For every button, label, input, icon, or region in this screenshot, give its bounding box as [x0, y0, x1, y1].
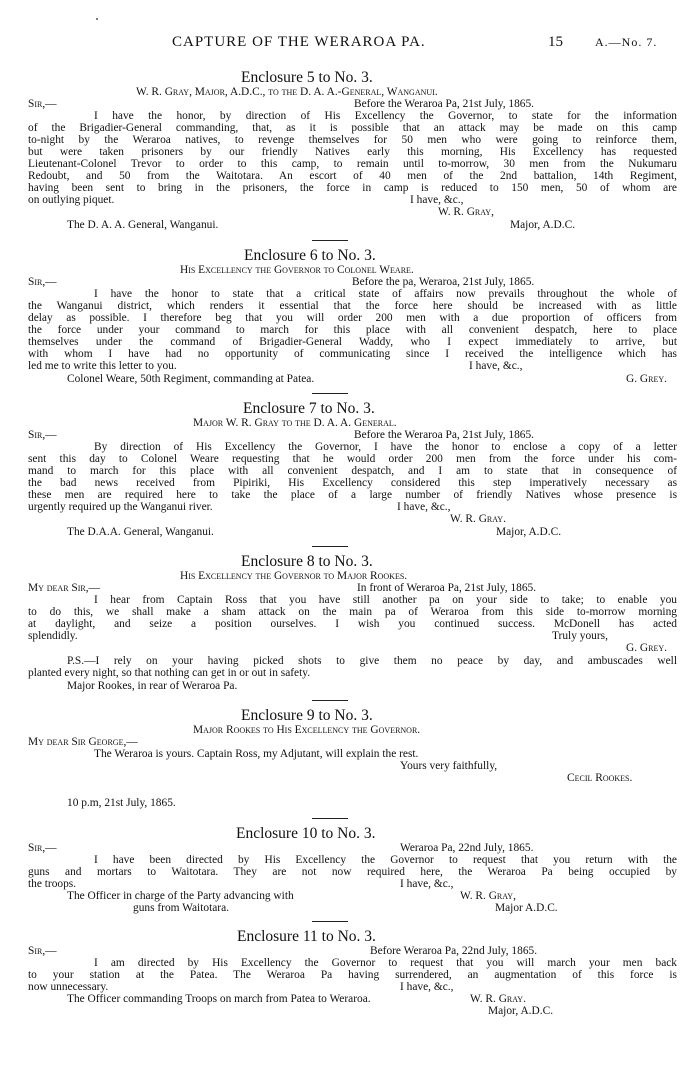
signatory-rank: Major, A.D.C.	[488, 1005, 554, 1017]
body-line: I have the honor, by direction of His Excellency the Governor, to state for the information	[94, 110, 677, 122]
postscript-line: planted every night, so that nothing can get in or out in safety.	[28, 667, 311, 679]
section-divider	[312, 393, 348, 394]
enclosure-heading: Enclosure 11 to No. 3.	[237, 928, 376, 945]
salutation: Sir,—	[28, 842, 57, 854]
body-line: urgently required up the Wanganui river.	[28, 501, 213, 513]
body-line: to your station at the Patea. The Weraroa Pa having surrendered, an augmentation of this force is	[28, 969, 677, 981]
from-to-line: W. R. Gray, Major, A.D.C., to the D. A. A.-General, Wanganui.	[136, 86, 438, 98]
closing: I have, &c.,	[410, 194, 464, 206]
body-line: Lieutenant-Colonel Trevor to order to this camp, to remain until to-morrow, 30 men from the Nukumaru	[28, 158, 677, 170]
enclosure-heading: Enclosure 6 to No. 3.	[244, 247, 376, 264]
letter-date: Before the Weraroa Pa, 21st July, 1865.	[354, 98, 535, 110]
running-header	[0, 34, 700, 54]
body-line: to-night by the Weraroa natives, to revenge themselves for 50 men who were going to reinforce them,	[28, 134, 677, 146]
closing: I have, &c.,	[400, 981, 454, 993]
enclosure-heading: Enclosure 8 to No. 3.	[241, 553, 373, 570]
section-divider	[312, 700, 348, 701]
body-line: the bad news received from Pipiriki, His Excellency considered this step imperatively necessary as	[28, 477, 677, 489]
from-to-line: Major Rookes to His Excellency the Governor.	[193, 724, 421, 736]
signature: W. R. Gray,	[460, 890, 516, 902]
addressee: The D.A.A. General, Wanganui.	[67, 526, 214, 538]
postscript-line: P.S.—I rely on your having picked shots to give them no peace by day, and ambuscades well	[67, 655, 677, 667]
addressee: The Officer commanding Troops on march from Patea to Weraroa.	[67, 993, 371, 1005]
closing: Truly yours,	[552, 630, 608, 642]
addressee: The Officer in charge of the Party advancing with	[67, 890, 294, 902]
section-divider	[312, 921, 348, 922]
letter-date: Before the pa, Weraroa, 21st July, 1865.	[352, 276, 535, 288]
from-to-line: Major W. R. Gray to the D. A. A. General.	[193, 417, 397, 429]
body-line: but were taken prisoners by our friendly Natives early this morning, His Excellency has requested	[28, 146, 677, 158]
body-line: on outlying piquet.	[28, 194, 115, 206]
salutation: Sir,—	[28, 945, 57, 957]
body-line: sent this day to Colonel Weare requesting that he would order 200 men from the force under his com-	[28, 453, 677, 465]
body-line: these men are required here to take the place of a large number of friendly Natives whose presence is	[28, 489, 677, 501]
signatory-rank: Major, A.D.C.	[510, 219, 576, 231]
body-line: guns and mortars to Waitotara. They are not now required here, the Weraroa Pa being occupied by	[28, 866, 677, 878]
page-number: 15	[548, 34, 563, 50]
body-line: Redoubt, and 50 from the Waitotara. An escort of 40 men of the 2nd battalion, 14th Regiment,	[28, 170, 677, 182]
body-line: having been sent to bring in the prisoners, the force in camp is reduced to 150 men, 50 of whom are	[28, 182, 677, 194]
body-line: to do this, we shall make a sham attack on the main pa of Weraroa from this side to-morrow morning	[28, 606, 677, 618]
body-line: the Wanganui district, which renders it essential that the force here should be increased with as little	[28, 300, 677, 312]
body-line: delay as possible. I therefore beg that you will order 200 men with a due proportion of officers from	[28, 312, 677, 324]
body-line: the force under your command to march for this place with all convenient despatch, here to place	[28, 324, 677, 336]
body-line: The Weraroa is yours. Captain Ross, my Adjutant, will explain the rest.	[94, 748, 419, 760]
body-line: now unnecessary.	[28, 981, 109, 993]
salutation: My dear Sir,—	[28, 582, 100, 594]
signature: W. R. Gray.	[470, 993, 526, 1005]
enclosure-heading: Enclosure 9 to No. 3.	[241, 707, 373, 724]
body-line: with whom I have had no opportunity of communicating since I received the intelligence which has	[28, 348, 677, 360]
dateline: 10 p.m, 21st July, 1865.	[67, 797, 176, 809]
signatory-rank: Major, A.D.C.	[496, 526, 562, 538]
enclosure-heading: Enclosure 7 to No. 3.	[243, 400, 375, 417]
salutation: Sir,—	[28, 98, 57, 110]
salutation: Sir,—	[28, 429, 57, 441]
signature: G. Grey.	[626, 373, 667, 385]
document-reference: A.—No. 7.	[595, 35, 658, 49]
addressee: The D. A. A. General, Wanganui.	[67, 219, 219, 231]
letter-date: Before the Weraroa Pa, 21st July, 1865.	[354, 429, 535, 441]
body-line: themselves under the command of Brigadier-General Waddy, who I expect immediately to arrive, but	[28, 336, 677, 348]
closing: I have, &c.,	[397, 501, 451, 513]
section-divider	[312, 818, 348, 819]
body-line: the troops.	[28, 878, 77, 890]
body-line: By direction of His Excellency the Governor, I have the honor to enclose a copy of a letter	[94, 441, 677, 453]
body-line: mand to march for this place with all convenient despatch, and I am to state that in consequence of	[28, 465, 677, 477]
body-line: splendidly.	[28, 630, 78, 642]
addressee: guns from Waitotara.	[133, 902, 229, 914]
body-line: of the Brigadier-General commanding, that, as it is possible that an attack may be made on this camp	[28, 122, 677, 134]
signature: G. Grey.	[626, 642, 667, 654]
closing: I have, &c.,	[469, 360, 523, 372]
signature: W. R. Gray,	[438, 206, 494, 218]
body-line: led me to write this letter to you.	[28, 360, 177, 372]
closing: I have, &c.,	[400, 878, 454, 890]
page-mark	[96, 18, 98, 20]
salutation: My dear Sir George,—	[28, 736, 138, 748]
from-to-line: His Excellency the Governor to Major Rookes.	[180, 570, 408, 582]
section-divider	[312, 240, 348, 241]
closing: Yours very faithfully,	[400, 760, 498, 772]
addressee: Colonel Weare, 50th Regiment, commanding at Patea.	[67, 373, 315, 385]
signature: Cecil Rookes.	[567, 772, 633, 784]
body-line: I have the honor to state that a critical state of affairs now prevails throughout the whole of	[94, 288, 677, 300]
running-title: CAPTURE OF THE WERAROA PA.	[172, 34, 426, 50]
letter-date: Weraroa Pa, 22nd July, 1865.	[400, 842, 534, 854]
body-line: I have been directed by His Excellency the Governor to request that you return with the	[94, 854, 677, 866]
signature: W. R. Gray.	[450, 513, 506, 525]
letter-date: Before Weraroa Pa, 22nd July, 1865.	[370, 945, 538, 957]
signatory-rank: Major A.D.C.	[495, 902, 558, 914]
body-line: I am directed by His Excellency the Governor to request that you will march your men back	[94, 957, 677, 969]
enclosure-heading: Enclosure 5 to No. 3.	[241, 69, 373, 86]
from-to-line: His Excellency the Governor to Colonel Weare.	[180, 264, 414, 276]
salutation: Sir,—	[28, 276, 57, 288]
enclosure-heading: Enclosure 10 to No. 3.	[236, 825, 376, 842]
body-line: I hear from Captain Ross that you have still another pa on your side to take; to enable you	[94, 594, 677, 606]
addressee: Major Rookes, in rear of Weraroa Pa.	[67, 680, 238, 692]
letter-date: In front of Weraroa Pa, 21st July, 1865.	[357, 582, 537, 594]
section-divider	[312, 546, 348, 547]
body-line: at daylight, and seize a position ourselves. I wish you continued success. McDonell has acted	[28, 618, 677, 630]
